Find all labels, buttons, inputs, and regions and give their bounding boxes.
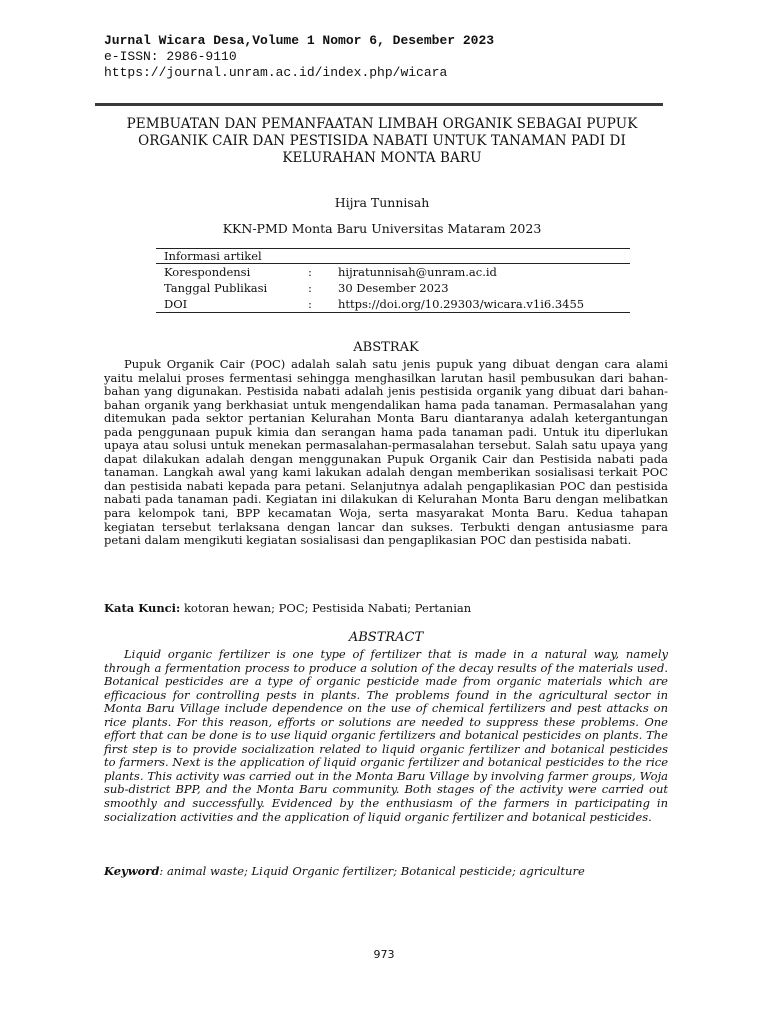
- doi-link[interactable]: https://doi.org/10.29303/wicara.v1i6.3455: [338, 297, 585, 311]
- info-separator: :: [308, 265, 312, 279]
- keywords: [104, 864, 668, 878]
- kata-kunci-values: kotoran hewan; POC; Pestisida Nabati; Pertanian: [180, 601, 472, 615]
- info-row-correspondence: [156, 264, 630, 280]
- journal-name: Jurnal Wicara Desa,Volume 1 Nomor 6, Desember 2023: [104, 33, 495, 48]
- page-number: 973: [373, 948, 395, 961]
- kata-kunci-label: Kata Kunci:: [104, 601, 181, 615]
- info-row-publication-date: [156, 280, 630, 296]
- info-separator: :: [308, 281, 312, 295]
- journal-url[interactable]: https://journal.unram.ac.id/index.php/wicara: [104, 65, 448, 80]
- abstrak-text: Pupuk Organik Cair (POC) adalah salah satu jenis pupuk yang dibuat dengan cara alami yaitu melalui proses fermentasi sehingga menghasilkan larutan hasil pembusukan dari bahan-bahan yang digunakan. Pestisida nabati adalah jenis pestisida organik yang dibuat dari bahan-bahan organik yang berkhasiat untuk mengendalikan hama pada tanaman. Permasalahan yang ditemukan pada sektor pertanian Kelurahan Monta Baru diantaranya adalah ketergantungan pada penggunaan pupuk kimia dan serangan hama pada tanaman padi. Untuk itu diperlukan upaya atau solusi untuk menekan permasalahan-permasalahan tersebut. Salah satu upaya yang dapat dilakukan adalah dengan menggunakan Pupuk Organik Cair dan Pestisida nabati pada tanaman. Langkah awal yang kami lakukan adalah dengan memberikan sosialisasi terkait POC dan pestisida nabati kepada para petani. Selanjutnya adalah pengaplikasian POC dan pestisida nabati pada tanaman padi. Kegiatan ini dilakukan di Kelurahan Monta Baru dengan melibatkan para kelompok tani, BPP kecamatan Woja, serta masyarakat Monta Baru. Kedua tahapan kegiatan tersebut terlaksana dengan lancar dan sukses. Terbukti dengan antusiasme para petani dalam mengikuti kegiatan sosialisasi dan pengaplikasian POC dan pestisida nabati.: [104, 357, 668, 548]
- kata-kunci: [104, 601, 668, 615]
- keywords-label: Keyword: [104, 864, 160, 878]
- abstract-heading: ABSTRACT: [348, 630, 424, 645]
- publication-date: 30 Desember 2023: [338, 281, 449, 295]
- keywords-values: : animal waste; Liquid Organic fertilizer; Botanical pesticide; agriculture: [159, 864, 585, 878]
- issn: e-ISSN: 2986-9110: [104, 49, 237, 64]
- abstract-text: Liquid organic fertilizer is one type of fertilizer that is made in a natural way, namely through a fermentation process to produce a solution of the decay results of the materials used. Botanical pesticides are a type of organic pesticide made from organic materials which are efficacious for controlling pests in plants. The problems found in the agricultural sector in Monta Baru Village include dependence on the use of chemical fertilizers and pest attacks on rice plants. For this reason, efforts or solutions are needed to suppress these problems. One effort that can be done is to use liquid organic fertilizers and botanical pesticides on plants. The first step is to provide socialization related to liquid organic fertilizer and botanical pesticides to farmers. Next is the application of liquid organic fertilizer and botanical pesticides to the rice plants. This activity was carried out in the Monta Baru Village by involving farmer groups, Woja sub-district BPP, and the Monta Baru community. Both stages of the activity were carried out smoothly and successfully. Evidenced by the enthusiasm of the farmers in participating in socialization activities and the application of liquid organic fertilizer and botanical pesticides.: [104, 647, 668, 824]
- info-row-doi: [156, 296, 630, 312]
- journal-header: [104, 33, 494, 81]
- info-label: DOI: [164, 297, 188, 311]
- info-separator: :: [308, 297, 312, 311]
- info-label: Korespondensi: [164, 265, 251, 279]
- article-info-heading: Informasi artikel: [164, 249, 262, 263]
- paper-title: PEMBUATAN DAN PEMANFAATAN LIMBAH ORGANIK SEBAGAI PUPUK ORGANIK CAIR DAN PESTISIDA NABATI UNTUK TANAMAN PADI DI KELURAHAN MONTA BARU: [126, 116, 638, 166]
- header-divider: [95, 103, 663, 106]
- author-name: Hijra Tunnisah: [334, 195, 430, 210]
- article-info-heading-row: [156, 249, 630, 264]
- info-label: Tanggal Publikasi: [164, 281, 268, 295]
- author-affiliation: KKN-PMD Monta Baru Universitas Mataram 2023: [222, 221, 542, 236]
- correspondence-email[interactable]: hijratunnisah@unram.ac.id: [338, 265, 497, 279]
- abstrak-heading: ABSTRAK: [353, 340, 419, 355]
- article-info-table: [156, 248, 630, 313]
